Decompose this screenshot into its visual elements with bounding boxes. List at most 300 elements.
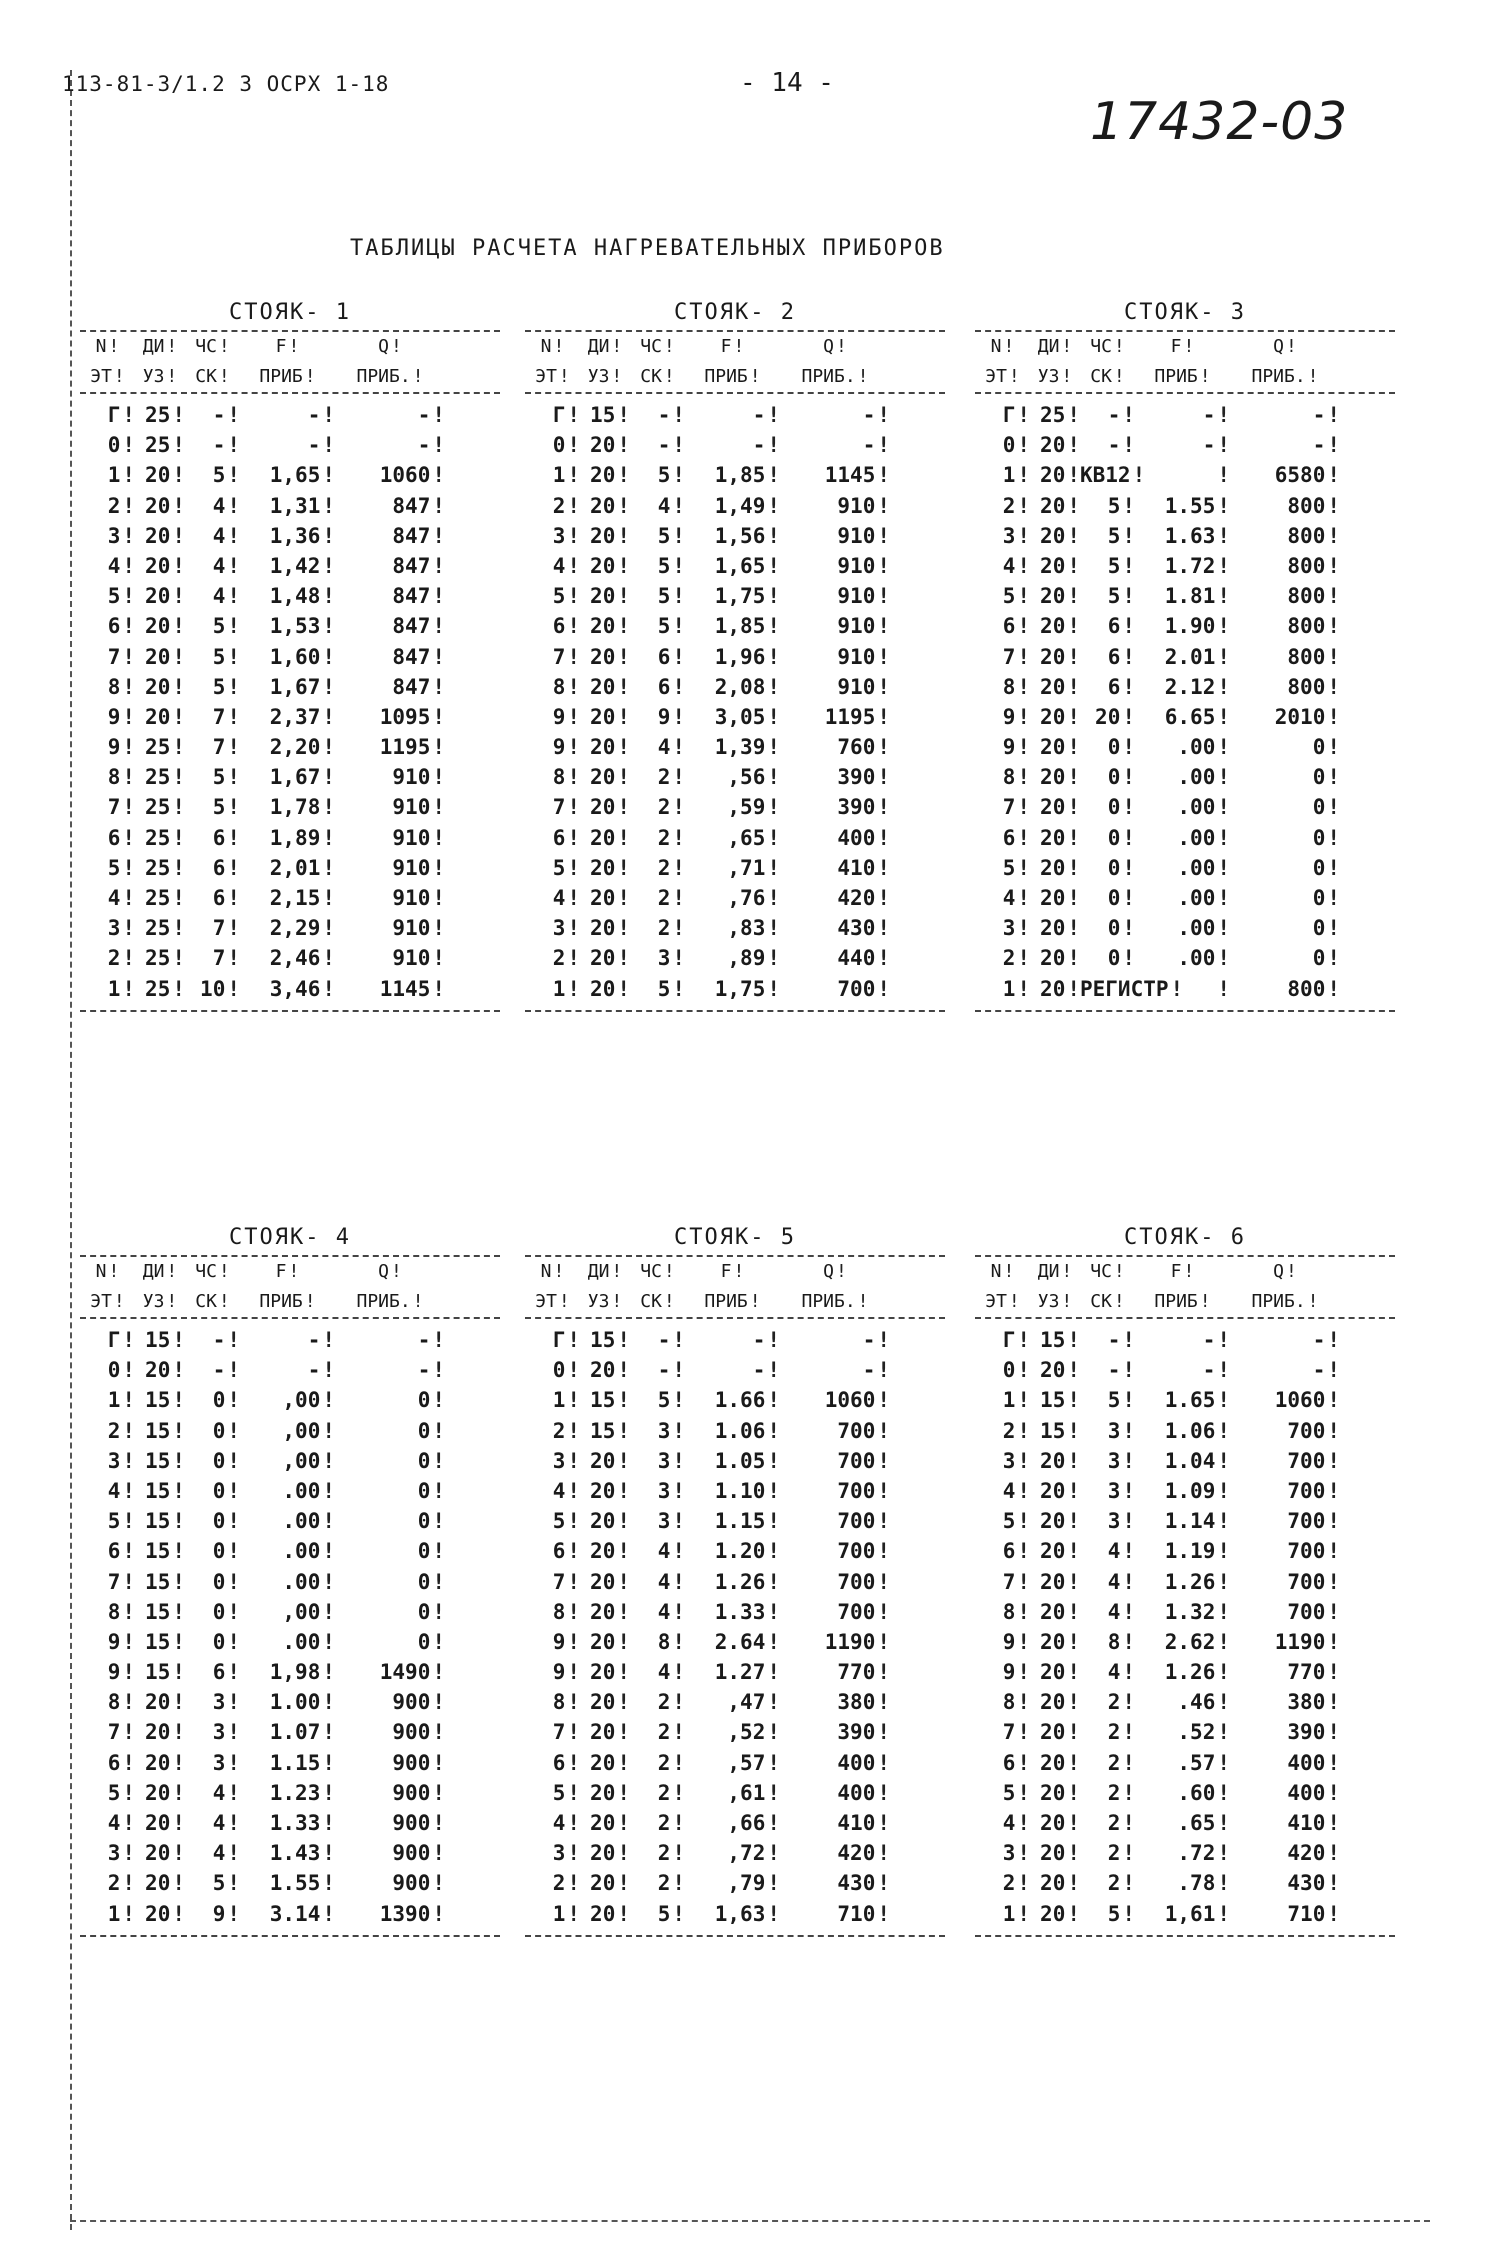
table-row: [80, 883, 500, 913]
table-cell: 700 !: [1230, 1536, 1340, 1566]
table-cell: 3 !: [80, 1838, 135, 1868]
table-cell: 20 !: [580, 1446, 630, 1476]
table-cell: 20 !: [135, 1808, 185, 1838]
table-row: [525, 430, 945, 460]
table-cell: 910 !: [780, 581, 890, 611]
table-cell: 4 !: [185, 491, 240, 521]
table-cell: - !: [780, 1355, 890, 1385]
table-row: [975, 1808, 1395, 1838]
table-cell: .00 !: [1135, 943, 1230, 973]
table-cell: 1060 !: [335, 460, 445, 490]
table-cell: 7 !: [975, 642, 1030, 672]
table-cell: Г !: [975, 1325, 1030, 1355]
table-cell: 4 !: [525, 1476, 580, 1506]
table-cell: 20 !: [1030, 853, 1080, 883]
table-row: [975, 1717, 1395, 1747]
column-header: СК !: [1080, 1287, 1135, 1317]
table-cell: 8 !: [525, 672, 580, 702]
table-cell: 1.26 !: [1135, 1567, 1230, 1597]
table-cell: Г !: [525, 1325, 580, 1355]
column-header: ЧС !: [185, 1257, 240, 1287]
table-cell: 2,37 !: [240, 702, 335, 732]
table-cell: 5 !: [630, 974, 685, 1004]
column-header: F !: [685, 1257, 780, 1287]
table-cell: - !: [1080, 1355, 1135, 1385]
table-cell: - !: [335, 1325, 445, 1355]
table-cell: 0 !: [1230, 913, 1340, 943]
table-cell: 430 !: [780, 913, 890, 943]
table-cell: 0 !: [185, 1536, 240, 1566]
table-cell: 20 !: [580, 430, 630, 460]
table-cell: 20 !: [580, 1536, 630, 1566]
table-cell: 20 !: [1030, 1355, 1080, 1385]
table-cell: 0 !: [1230, 823, 1340, 853]
table-row: [525, 1567, 945, 1597]
column-header-row: [525, 1257, 945, 1287]
table-row: [975, 1748, 1395, 1778]
table-cell: 8 !: [80, 1597, 135, 1627]
table-row: [975, 611, 1395, 641]
table-cell: 20 !: [580, 460, 630, 490]
table-cell: 20 !: [580, 702, 630, 732]
table-cell: 9 !: [525, 1627, 580, 1657]
table-cell: 6 !: [630, 672, 685, 702]
table-cell: 0 !: [1230, 732, 1340, 762]
column-header: ПРИБ !: [1135, 1287, 1230, 1317]
table-cell: 4 !: [1080, 1567, 1135, 1597]
table-row: [80, 943, 500, 973]
table-row: [975, 732, 1395, 762]
table-cell: 15 !: [135, 1657, 185, 1687]
table-cell: 20 !: [1030, 792, 1080, 822]
table-cell: 800 !: [1230, 491, 1340, 521]
table-row: [525, 823, 945, 853]
table-cell: 7 !: [185, 943, 240, 973]
table-cell: 1.14 !: [1135, 1506, 1230, 1536]
table-cell: 20 !: [135, 1687, 185, 1717]
table-cell: - !: [240, 1325, 335, 1355]
table-cell: 20 !: [1030, 883, 1080, 913]
table-cell: 0 !: [335, 1627, 445, 1657]
table-cell: 4 !: [975, 1808, 1030, 1838]
table-cell: 410 !: [780, 1808, 890, 1838]
table-cell: 0 !: [335, 1446, 445, 1476]
table-cell: 5 !: [975, 581, 1030, 611]
table-cell: 20 !: [1030, 1627, 1080, 1657]
table-cell: 910 !: [780, 521, 890, 551]
table-row: [80, 1506, 500, 1536]
table-row: [525, 762, 945, 792]
table-cell: 0 !: [1080, 823, 1135, 853]
riser-name: СТОЯК- 2: [674, 300, 796, 325]
table-cell: 20 !: [580, 1627, 630, 1657]
table-row: [975, 672, 1395, 702]
table-cell: 20 !: [135, 460, 185, 490]
table-row: [975, 581, 1395, 611]
table-cell: 20 !: [580, 1778, 630, 1808]
table-cell: 900 !: [335, 1838, 445, 1868]
table-cell: .00 !: [240, 1476, 335, 1506]
table-cell: 5 !: [975, 1778, 1030, 1808]
table-cell: 20 !: [135, 521, 185, 551]
table-cell: 8 !: [975, 672, 1030, 702]
table-cell: 847 !: [335, 551, 445, 581]
table-cell: 25 !: [135, 400, 185, 430]
table-cell: 6 !: [975, 1748, 1030, 1778]
riser-table: [975, 1225, 1395, 1937]
table-cell: 0 !: [335, 1416, 445, 1446]
table-cell: - !: [685, 1355, 780, 1385]
table-cell: 1490 !: [335, 1657, 445, 1687]
table-cell: 6 !: [975, 823, 1030, 853]
column-header: УЗ !: [135, 362, 185, 392]
table-row: [525, 1657, 945, 1687]
table-cell: 20 !: [1030, 1506, 1080, 1536]
table-cell: 6 !: [80, 1748, 135, 1778]
table-cell: 800 !: [1230, 521, 1340, 551]
table-cell: 5 !: [630, 460, 685, 490]
table-cell: .60 !: [1135, 1778, 1230, 1808]
table-cell: .00 !: [1135, 883, 1230, 913]
table-cell: 20 !: [580, 913, 630, 943]
table-cell: 20 !: [1030, 1748, 1080, 1778]
table-cell: 20 !: [580, 823, 630, 853]
table-row: [80, 1748, 500, 1778]
column-header: СК !: [630, 362, 685, 392]
table-row: [80, 672, 500, 702]
table-cell: 0 !: [185, 1446, 240, 1476]
table-cell: 5 !: [80, 581, 135, 611]
table-cell: 910 !: [335, 943, 445, 973]
table-cell: 1390 !: [335, 1899, 445, 1929]
table-row: [525, 732, 945, 762]
table-cell: 390 !: [780, 762, 890, 792]
table-cell: 4 !: [185, 1838, 240, 1868]
column-header-row: [80, 332, 500, 362]
table-row: [80, 1899, 500, 1929]
table-cell: - !: [1135, 1325, 1230, 1355]
table-cell: 20 !: [580, 1567, 630, 1597]
table-cell: - !: [1230, 1325, 1340, 1355]
table-cell: 20 !: [580, 1657, 630, 1687]
table-cell: 8 !: [80, 1687, 135, 1717]
table-row: [80, 1416, 500, 1446]
table-cell: 20 !: [135, 1355, 185, 1385]
table-cell: 8 !: [80, 672, 135, 702]
table-cell: 900 !: [335, 1868, 445, 1898]
table-cell: 7 !: [975, 1567, 1030, 1597]
table-row: [525, 1748, 945, 1778]
column-header: Q !: [335, 1257, 445, 1287]
table-cell: 10 !: [185, 974, 240, 1004]
table-cell: 1,42 !: [240, 551, 335, 581]
table-cell: 2 !: [525, 1416, 580, 1446]
table-cell: 847 !: [335, 611, 445, 641]
table-cell: 25 !: [135, 823, 185, 853]
table-row: [80, 1808, 500, 1838]
column-header: N !: [80, 332, 135, 362]
table-cell: 20 !: [135, 672, 185, 702]
table-cell: 1190 !: [780, 1627, 890, 1657]
table-cell: 400 !: [780, 1778, 890, 1808]
table-cell: - !: [780, 430, 890, 460]
table-cell: 910 !: [780, 642, 890, 672]
table-cell: - !: [185, 430, 240, 460]
table-cell: 1 !: [975, 1899, 1030, 1929]
table-cell: 700 !: [780, 1446, 890, 1476]
page-number: - 14 -: [740, 68, 834, 98]
table-cell: 8 !: [525, 762, 580, 792]
table-cell: 20 !: [580, 1506, 630, 1536]
table-row: [525, 1597, 945, 1627]
column-header: СК !: [185, 1287, 240, 1317]
table-cell: 3 !: [975, 913, 1030, 943]
table-cell: 410 !: [1230, 1808, 1340, 1838]
table-row: [975, 1416, 1395, 1446]
table-cell: 7 !: [80, 1717, 135, 1747]
table-cell: 1,75 !: [685, 581, 780, 611]
table-cell: 420 !: [780, 1838, 890, 1868]
table-cell: 20 !: [135, 1838, 185, 1868]
table-cell: 15 !: [580, 1416, 630, 1446]
table-cell: 4 !: [975, 883, 1030, 913]
table-cell: 7 !: [525, 792, 580, 822]
table-cell: 0 !: [80, 1355, 135, 1385]
table-cell: ,00 !: [240, 1416, 335, 1446]
table-cell: 20 !: [580, 551, 630, 581]
document-title: ТАБЛИЦЫ РАСЧЕТА НАГРЕВАТЕЛЬНЫХ ПРИБОРОВ: [350, 236, 945, 261]
table-cell: 9 !: [80, 732, 135, 762]
table-cell: 0 !: [1080, 913, 1135, 943]
table-cell: ,83 !: [685, 913, 780, 943]
table-cell: 0 !: [185, 1506, 240, 1536]
column-header: ЭТ !: [975, 1287, 1030, 1317]
column-header-row: [975, 1287, 1395, 1317]
table-cell: 6 !: [525, 1536, 580, 1566]
table-cell: Г !: [80, 1325, 135, 1355]
table-cell: 2 !: [80, 1416, 135, 1446]
table-cell: 1,85 !: [685, 460, 780, 490]
table-cell: 430 !: [1230, 1868, 1340, 1898]
table-row: [975, 1657, 1395, 1687]
table-cell: 9 !: [80, 1627, 135, 1657]
table-row: [525, 521, 945, 551]
table-cell: 20 !: [580, 1868, 630, 1898]
column-header: ПРИБ. !: [780, 362, 890, 392]
table-cell: 2 !: [1080, 1778, 1135, 1808]
table-cell: 400 !: [1230, 1778, 1340, 1808]
column-header: УЗ !: [1030, 362, 1080, 392]
table-row: [80, 1536, 500, 1566]
table-cell: 6 !: [185, 1657, 240, 1687]
table-cell: 20 !: [135, 581, 185, 611]
table-cell: - !: [1080, 1325, 1135, 1355]
table-cell: 1.07 !: [240, 1717, 335, 1747]
table-cell: 2,15 !: [240, 883, 335, 913]
table-cell: [1135, 460, 1230, 490]
table-cell: - !: [1230, 400, 1340, 430]
table-cell: 25 !: [1030, 400, 1080, 430]
table-row: [525, 1778, 945, 1808]
table-cell: 0 !: [1080, 732, 1135, 762]
table-cell: 0 !: [1230, 762, 1340, 792]
table-cell: 2 !: [630, 823, 685, 853]
table-cell: 8 !: [630, 1627, 685, 1657]
riser-table: [525, 300, 945, 1012]
table-cell: 20 !: [1030, 430, 1080, 460]
table-cell: 2.62 !: [1135, 1627, 1230, 1657]
table-cell: .00 !: [240, 1567, 335, 1597]
table-cell: 2 !: [1080, 1717, 1135, 1747]
table-cell: 3,05 !: [685, 702, 780, 732]
table-cell: 1.26 !: [685, 1567, 780, 1597]
table-cell: 1.04 !: [1135, 1446, 1230, 1476]
table-cell: 2 !: [630, 913, 685, 943]
table-cell: 8 !: [80, 762, 135, 792]
table-cell: 20 !: [580, 1597, 630, 1627]
table-cell: 8 !: [525, 1687, 580, 1717]
table-cell: 1.90 !: [1135, 611, 1230, 641]
table-row: [80, 1687, 500, 1717]
table-cell: 25 !: [135, 883, 185, 913]
table-cell: .78 !: [1135, 1868, 1230, 1898]
table-row: [525, 672, 945, 702]
table-cell: 25 !: [135, 853, 185, 883]
table-cell: 7 !: [975, 1717, 1030, 1747]
riser-table: [80, 300, 500, 1012]
table-row: [80, 491, 500, 521]
table-cell: 1.63 !: [1135, 521, 1230, 551]
table-cell: ,56 !: [685, 762, 780, 792]
table-cell: .00 !: [1135, 913, 1230, 943]
table-cell: .65 !: [1135, 1808, 1230, 1838]
table-cell: 770 !: [1230, 1657, 1340, 1687]
table-row: [525, 1899, 945, 1929]
table-cell: .57 !: [1135, 1748, 1230, 1778]
table-cell: 4 !: [1080, 1597, 1135, 1627]
table-cell: 910 !: [335, 853, 445, 883]
column-header: УЗ !: [135, 1287, 185, 1317]
table-cell: 2,01 !: [240, 853, 335, 883]
riser-name: СТОЯК- 1: [229, 300, 351, 325]
table-cell: Г !: [80, 400, 135, 430]
table-cell: 3 !: [185, 1748, 240, 1778]
table-cell: 4 !: [525, 883, 580, 913]
table-cell: - !: [1135, 1355, 1230, 1385]
table-row: [80, 430, 500, 460]
left-margin-rule: [70, 70, 72, 2230]
table-cell: 6580 !: [1230, 460, 1340, 490]
table-cell: 2 !: [630, 762, 685, 792]
table-cell: 1190 !: [1230, 1627, 1340, 1657]
table-row: [975, 1627, 1395, 1657]
table-cell: 20 !: [580, 974, 630, 1004]
table-cell: 4 !: [185, 1778, 240, 1808]
table-cell: 5 !: [80, 1506, 135, 1536]
table-cell: 4 !: [185, 1808, 240, 1838]
table-row: [975, 1778, 1395, 1808]
table-cell: 1,96 !: [685, 642, 780, 672]
table-cell: 15 !: [135, 1416, 185, 1446]
table-cell: 7 !: [80, 1567, 135, 1597]
table-cell: 7 !: [80, 642, 135, 672]
table-cell: 1 !: [975, 1385, 1030, 1415]
column-header-row: [80, 1287, 500, 1317]
table-cell: 1.32 !: [1135, 1597, 1230, 1627]
table-row: [975, 943, 1395, 973]
table-row: [975, 1506, 1395, 1536]
table-row: [975, 551, 1395, 581]
table-cell: 900 !: [335, 1808, 445, 1838]
table-rule: [80, 1935, 500, 1937]
column-header: F !: [1135, 1257, 1230, 1287]
table-cell: 20 !: [1030, 1838, 1080, 1868]
table-rule: [525, 1935, 945, 1937]
table-row: [975, 1355, 1395, 1385]
table-cell: 1,53 !: [240, 611, 335, 641]
table-cell: 710 !: [780, 1899, 890, 1929]
riser-name: СТОЯК- 6: [1124, 1225, 1246, 1250]
table-cell: 4 !: [975, 1476, 1030, 1506]
table-cell: 20 !: [580, 1899, 630, 1929]
table-cell: - !: [185, 1325, 240, 1355]
column-header: N !: [975, 332, 1030, 362]
table-row: [975, 792, 1395, 822]
table-cell: 3 !: [1080, 1506, 1135, 1536]
table-cell: 910 !: [335, 762, 445, 792]
table-cell: 700 !: [1230, 1476, 1340, 1506]
table-row: [975, 1597, 1395, 1627]
table-cell: 6 !: [975, 611, 1030, 641]
table-cell: 400 !: [780, 823, 890, 853]
table-cell: 1,98 !: [240, 1657, 335, 1687]
table-rule: [975, 1010, 1395, 1012]
table-row: [975, 460, 1395, 490]
table-cell: 400 !: [1230, 1748, 1340, 1778]
table-cell: 5 !: [80, 1778, 135, 1808]
table-cell: 20 !: [580, 642, 630, 672]
table-cell: 4 !: [630, 491, 685, 521]
column-header: F !: [1135, 332, 1230, 362]
table-cell: 2 !: [630, 1687, 685, 1717]
table-cell: 1 !: [80, 1385, 135, 1415]
table-cell: 5 !: [525, 1506, 580, 1536]
table-cell: 1 !: [975, 974, 1030, 1004]
table-row: [80, 762, 500, 792]
column-header: Q !: [1230, 1257, 1340, 1287]
column-header: Q !: [780, 332, 890, 362]
table-cell: 1.06 !: [685, 1416, 780, 1446]
table-cell: 20 !: [1030, 611, 1080, 641]
table-cell: 20 !: [580, 491, 630, 521]
table-cell: 1.20 !: [685, 1536, 780, 1566]
table-cell: 910 !: [335, 913, 445, 943]
column-header: ПРИБ !: [240, 362, 335, 392]
table-cell: 0 !: [335, 1476, 445, 1506]
table-cell: 0 !: [1230, 883, 1340, 913]
table-cell: 1.15 !: [240, 1748, 335, 1778]
table-cell: 20 !: [580, 1687, 630, 1717]
table-cell: - !: [185, 1355, 240, 1385]
table-cell: 700 !: [780, 1506, 890, 1536]
column-header-row: [80, 362, 500, 392]
table-cell: 4 !: [185, 581, 240, 611]
table-row: [525, 1868, 945, 1898]
table-cell: .00 !: [240, 1536, 335, 1566]
table-cell: 20 !: [1080, 702, 1135, 732]
table-cell: 7 !: [185, 913, 240, 943]
table-cell: 2 !: [630, 1778, 685, 1808]
